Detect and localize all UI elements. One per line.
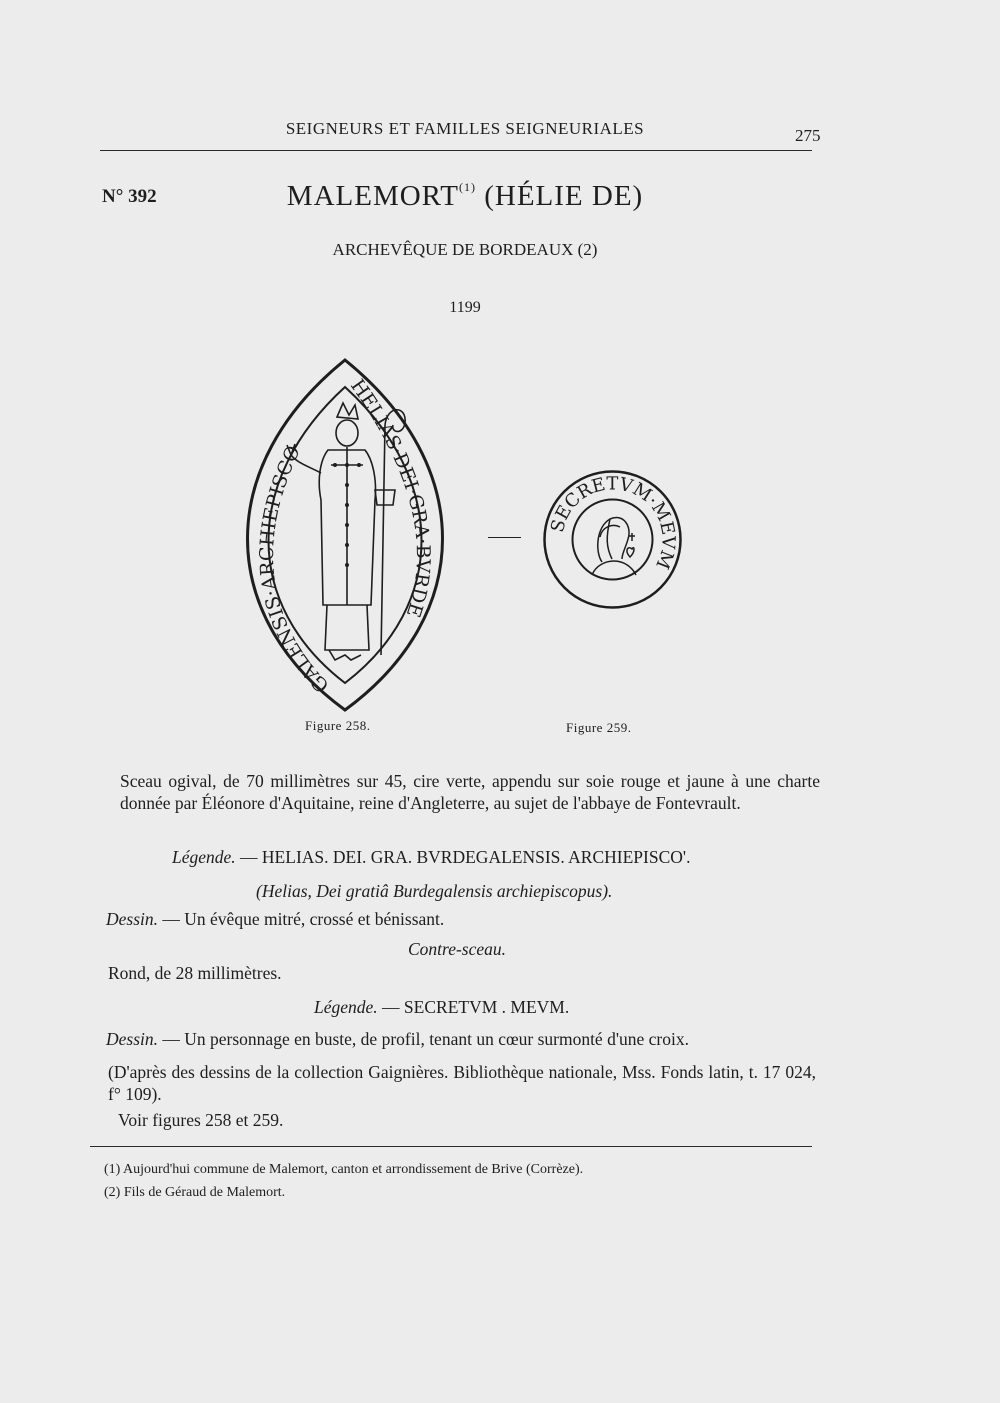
- entry-title-name: MALEMORT: [286, 180, 459, 212]
- seal-259-image: [540, 467, 685, 612]
- entry-subtitle: ARCHEVÊQUE DE BORDEAUX (2): [332, 240, 598, 259]
- counter-seal-heading: Contre-sceau.: [408, 939, 507, 959]
- profile-bust-figure: [592, 518, 636, 575]
- page-number: 275: [795, 126, 821, 145]
- dessin-text: — Un évêque mitré, crossé et bénissant.: [158, 909, 445, 929]
- legend-label: Légende.: [172, 847, 236, 867]
- source-citation: (D'après des dessins de la collection Gaignières. Bibliothèque nationale, Mss. Fonds latin, t. 17 024, f° 109).: [108, 1062, 816, 1104]
- legend-text: — HELIAS. DEI. GRA. BVRDEGALENSIS. ARCHIEPISCO'.: [235, 847, 691, 867]
- dessin-line: [106, 908, 444, 930]
- title-footnote-ref: (1): [458, 180, 476, 194]
- seal-description: Sceau ogival, de 70 millimètres sur 45, cire verte, appendu sur soie rouge et jaune à une charte donnée par Éléonore d'Aquitaine, reine d'Angleterre, au sujet de l'abbaye de Fontevrault.: [120, 771, 820, 813]
- counter-dessin-label: Dessin.: [106, 1029, 159, 1049]
- counter-seal-size: Rond, de 28 millimètres.: [108, 963, 282, 983]
- seal-258-inscription-left: GALENSIS·ARCHIEPISCO: [256, 442, 334, 697]
- footnote-2: (2) Fils de Géraud de Malemort.: [104, 1185, 286, 1200]
- legend-translation: (Helias, Dei gratiâ Burdegalensis archiepiscopus).: [256, 881, 613, 901]
- figure-258-caption: Figure 258.: [305, 718, 371, 733]
- entry-number: N° 392: [102, 186, 157, 207]
- header-rule: [100, 150, 812, 151]
- counter-legend-label: Légende.: [314, 997, 378, 1017]
- entry-date: 1199: [449, 299, 481, 316]
- see-figures: Voir figures 258 et 259.: [118, 1110, 284, 1130]
- seal-259-inscription: SECRETVM·MEVM: [547, 473, 679, 572]
- seal-258-image: [225, 355, 465, 715]
- counter-legend-text: — SECRETVM . MEVM.: [377, 997, 570, 1017]
- entry-title-rest: (HÉLIE DE): [475, 180, 644, 212]
- counter-dessin-line: [106, 1028, 689, 1050]
- footnote-rule: [90, 1146, 812, 1147]
- dessin-label: Dessin.: [106, 909, 159, 929]
- figure-259-caption: Figure 259.: [566, 720, 632, 735]
- figure-separator-dash: [488, 537, 521, 538]
- seal-258-inscription-right: HELIAS·DEI·GRA·BVRDE: [346, 375, 434, 620]
- counter-legend-line: [314, 996, 569, 1018]
- legend-line: [172, 846, 690, 868]
- counter-dessin-text: — Un personnage en buste, de profil, tenant un cœur surmonté d'une croix.: [158, 1029, 689, 1049]
- entry-title: [0, 180, 930, 213]
- footnote-1: (1) Aujourd'hui commune de Malemort, canton et arrondissement de Brive (Corrèze).: [104, 1162, 584, 1177]
- running-head: SEIGNEURS ET FAMILLES SEIGNEURIALES: [285, 119, 645, 138]
